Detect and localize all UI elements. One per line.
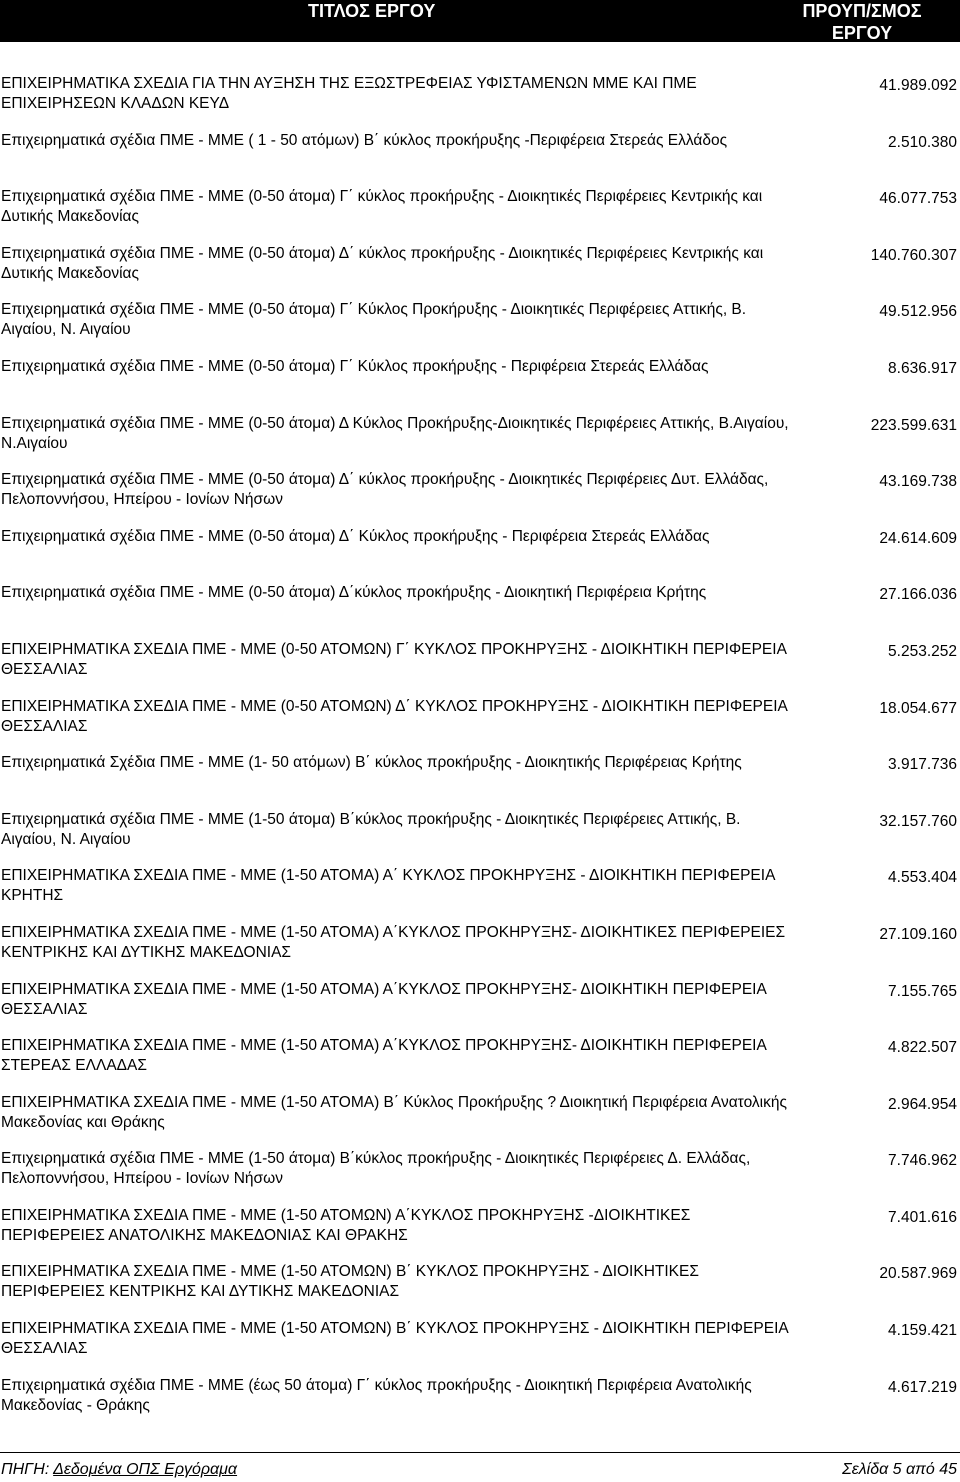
- table-row: [0, 923, 960, 980]
- project-budget: 27.166.036: [879, 586, 957, 604]
- table-row: [0, 753, 960, 810]
- project-title: ΕΠΙΧΕΙΡΗΜΑΤΙΚΑ ΣΧΕΔΙΑ ΠΜΕ - ΜΜΕ (1-50 ΑΤΟΜΩΝ) Β΄ ΚΥΚΛΟΣ ΠΡΟΚΗΡΥΞΗΣ - ΔΙΟΙΚΗΤΙΚΗ ΠΕΡΙΦΕΡΕΙΑ ΘΕΣΣΑΛΙΑΣ: [1, 1320, 788, 1358]
- project-title: ΕΠΙΧΕΙΡΗΜΑΤΙΚΑ ΣΧΕΔΙΑ ΠΜΕ - ΜΜΕ (1-50 ΑΤΟΜΑ) Α΄ΚΥΚΛΟΣ ΠΡΟΚΗΡΥΞΗΣ- ΔΙΟΙΚΗΤΙΚΗ ΠΕΡΙΦΕΡΕΙΑ ΘΕΣΣΑΛΙΑΣ: [1, 980, 766, 1018]
- page-footer: [0, 1459, 960, 1481]
- project-title: Επιχειρηματικά σχέδια ΠΜΕ - ΜΜΕ (0-50 άτομα) Γ΄ Κύκλος Προκήρυξης - Διοικητικές Περιφέρειες Αττικής, Β. Αιγαίου, Ν. Αιγαίου: [1, 301, 747, 339]
- project-budget: 20.587.969: [879, 1265, 957, 1283]
- project-budget: 4.822.507: [888, 1039, 957, 1057]
- project-title: ΕΠΙΧΕΙΡΗΜΑΤΙΚΑ ΣΧΕΔΙΑ ΠΜΕ - ΜΜΕ (1-50 ΑΤΟΜΩΝ) Β΄ ΚΥΚΛΟΣ ΠΡΟΚΗΡΥΞΗΣ - ΔΙΟΙΚΗΤΙΚΕΣ ΠΕΡΙΦΕΡΕΙΕΣ ΚΕΝΤΡΙΚΗΣ ΚΑΙ ΔΥΤΙΚΗΣ ΜΑΚΕΔΟΝΙΑΣ: [1, 1263, 699, 1301]
- table-row: [0, 1262, 960, 1319]
- table-row: [0, 583, 960, 640]
- table-row: [0, 640, 960, 697]
- source-value: Δεδομένα ΟΠΣ Εργόραμα: [53, 1461, 238, 1478]
- table-row: [0, 810, 960, 867]
- project-title: Επιχειρηματικά σχέδια ΠΜΕ - ΜΜΕ (0-50 άτομα) Δ΄ Κύκλος προκήρυξης - Περιφέρεια Στερεάς Ελλάδας: [1, 527, 710, 545]
- table-row: [0, 1206, 960, 1263]
- project-title: ΕΠΙΧΕΙΡΗΜΑΤΙΚΑ ΣΧΕΔΙΑ ΓΙΑ ΤΗΝ ΑΥΞΗΣΗ ΤΗΣ ΕΞΩΣΤΡΕΦΕΙΑΣ ΥΦΙΣΤΑΜΕΝΩΝ ΜΜΕ ΚΑΙ ΠΜΕ ΕΠΙΧΕΙΡΗΣΕΩΝ ΚΛΑΔΩΝ ΚΕΥΔ: [1, 75, 697, 112]
- table-row: [0, 470, 960, 527]
- project-budget: 46.077.753: [879, 190, 957, 208]
- project-title: ΕΠΙΧΕΙΡΗΜΑΤΙΚΑ ΣΧΕΔΙΑ ΠΜΕ - ΜΜΕ (1-50 ΑΤΟΜΑ) Α΄ΚΥΚΛΟΣ ΠΡΟΚΗΡΥΞΗΣ- ΔΙΟΙΚΗΤΙΚΕΣ ΠΕΡΙΦΕΡΕΙΕΣ ΚΕΝΤΡΙΚΗΣ ΚΑΙ ΔΥΤΙΚΗΣ ΜΑΚΕΔΟΝΙΑΣ: [1, 923, 786, 961]
- table-row: [0, 357, 960, 414]
- project-title: Επιχειρηματικά σχέδια ΠΜΕ - ΜΜΕ (0-50 άτομα) Δ Κύκλος Προκήρυξης-Διοικητικές Περιφέρειες Αττικής, Β.Αιγαίου, Ν.Αιγαίου: [1, 414, 789, 452]
- table-row: [0, 1036, 960, 1093]
- table-row: [0, 527, 960, 584]
- table-row: [0, 1149, 960, 1206]
- project-budget: 32.157.760: [879, 812, 957, 830]
- project-budget: 27.109.160: [879, 925, 957, 943]
- project-budget: 8.636.917: [888, 359, 957, 377]
- project-budget: 7.401.616: [888, 1208, 957, 1226]
- project-budget: 43.169.738: [879, 473, 957, 491]
- projects-table: [0, 74, 960, 1432]
- project-budget: 4.159.421: [888, 1322, 957, 1340]
- table-row: [0, 300, 960, 357]
- table-row: [0, 74, 960, 131]
- project-budget: 41.989.092: [879, 77, 957, 94]
- project-budget: 3.917.736: [888, 756, 957, 774]
- project-title: Επιχειρηματικά σχέδια ΠΜΕ - ΜΜΕ (0-50 άτομα) Δ΄ κύκλος προκήρυξης - Διοικητικές Περιφέρειες Κεντρικής και Δυτικής Μακεδονίας: [1, 244, 764, 282]
- project-title: Επιχειρηματικά σχέδια ΠΜΕ - ΜΜΕ (0-50 άτομα) Δ΄ κύκλος προκήρυξης - Διοικητικές Περιφέρειες Δυτ. Ελλάδας, Πελοποννήσου, Ηπείρου - Ιονίων Νήσων: [1, 471, 769, 509]
- project-budget: 4.617.219: [888, 1378, 957, 1396]
- project-budget: 7.155.765: [888, 982, 957, 1000]
- project-title: Επιχειρηματικά σχέδια ΠΜΕ - ΜΜΕ (έως 50 άτομα) Γ΄ κύκλος προκήρυξης - Διοικητική Περιφέρεια Ανατολικής Μακεδονίας - Θράκης: [1, 1376, 752, 1414]
- page-number: Σελίδα 5 από 45: [842, 1461, 957, 1478]
- project-budget: 2.964.954: [888, 1095, 957, 1113]
- table-row: [0, 866, 960, 923]
- column-header-budget-line1: ΠΡΟΥΠ/ΣΜΟΣ: [802, 1, 922, 21]
- table-row: [0, 187, 960, 244]
- project-title: Επιχειρηματικά Σχέδια ΠΜΕ - ΜΜΕ (1- 50 ατόμων) Β΄ κύκλος προκήρυξης - Διοικητικής Περιφέρειας Κρήτης: [1, 754, 742, 772]
- source-note: [1, 1459, 237, 1481]
- table-header: [0, 0, 960, 42]
- table-row: [0, 1319, 960, 1376]
- project-title: ΕΠΙΧΕΙΡΗΜΑΤΙΚΑ ΣΧΕΔΙΑ ΠΜΕ - ΜΜΕ (0-50 ΑΤΟΜΩΝ) Δ΄ ΚΥΚΛΟΣ ΠΡΟΚΗΡΥΞΗΣ - ΔΙΟΙΚΗΤΙΚΗ ΠΕΡΙΦΕΡΕΙΑ ΘΕΣΣΑΛΙΑΣ: [1, 697, 788, 735]
- project-title: ΕΠΙΧΕΙΡΗΜΑΤΙΚΑ ΣΧΕΔΙΑ ΠΜΕ - ΜΜΕ (1-50 ΑΤΟΜΑ) Β΄ Κύκλος Προκήρυξης ? Διοικητική Περιφέρεια Ανατολικής Μακεδονίας και Θράκης: [1, 1093, 787, 1131]
- project-title: ΕΠΙΧΕΙΡΗΜΑΤΙΚΑ ΣΧΕΔΙΑ ΠΜΕ - ΜΜΕ (1-50 ΑΤΟΜΑ) Α΄ΚΥΚΛΟΣ ΠΡΟΚΗΡΥΞΗΣ- ΔΙΟΙΚΗΤΙΚΗ ΠΕΡΙΦΕΡΕΙΑ ΣΤΕΡΕΑΣ ΕΛΛΑΔΑΣ: [1, 1037, 766, 1075]
- project-title: ΕΠΙΧΕΙΡΗΜΑΤΙΚΑ ΣΧΕΔΙΑ ΠΜΕ - ΜΜΕ (1-50 ΑΤΟΜΩΝ) Α΄ΚΥΚΛΟΣ ΠΡΟΚΗΡΥΞΗΣ -ΔΙΟΙΚΗΤΙΚΕΣ ΠΕΡΙΦΕΡΕΙΕΣ ΑΝΑΤΟΛΙΚΗΣ ΜΑΚΕΔΟΝΙΑΣ ΚΑΙ ΘΡΑΚΗΣ: [1, 1206, 691, 1244]
- project-budget: 223.599.631: [870, 416, 957, 434]
- project-title: Επιχειρηματικά σχέδια ΠΜΕ - ΜΜΕ (0-50 άτομα) Γ΄ κύκλος προκήρυξης - Διοικητικές Περιφέρειες Κεντρικής και Δυτικής Μακεδονίας: [1, 188, 763, 226]
- footer-divider: [0, 1452, 960, 1453]
- source-label: ΠΗΓΗ:: [1, 1461, 50, 1478]
- column-header-title: ΤΙΤΛΟΣ ΕΡΓΟΥ: [308, 1, 436, 21]
- project-title: Επιχειρηματικά σχέδια ΠΜΕ - ΜΜΕ ( 1 - 50 ατόμων) Β΄ κύκλος προκήρυξης -Περιφέρεια Στερεάς Ελλάδος: [1, 131, 728, 149]
- project-budget: 7.746.962: [888, 1152, 957, 1170]
- table-row: [0, 244, 960, 301]
- project-budget: 2.510.380: [888, 133, 957, 151]
- column-header-budget: [792, 0, 932, 44]
- project-budget: 140.760.307: [870, 246, 957, 264]
- project-budget: 18.054.677: [879, 699, 957, 717]
- project-title: ΕΠΙΧΕΙΡΗΜΑΤΙΚΑ ΣΧΕΔΙΑ ΠΜΕ - ΜΜΕ (1-50 ΑΤΟΜΑ) Α΄ ΚΥΚΛΟΣ ΠΡΟΚΗΡΥΞΗΣ - ΔΙΟΙΚΗΤΙΚΗ ΠΕΡΙΦΕΡΕΙΑ ΚΡΗΤΗΣ: [1, 867, 775, 905]
- project-title: Επιχειρηματικά σχέδια ΠΜΕ - ΜΜΕ (1-50 άτομα) Β΄κύκλος προκήρυξης - Διοικητικές Περιφέρειες Δ. Ελλάδας, Πελοποννήσου, Ηπείρου - Ιονίων Νήσων: [1, 1150, 751, 1188]
- project-title: Επιχειρηματικά σχέδια ΠΜΕ - ΜΜΕ (0-50 άτομα) Δ΄κύκλος προκήρυξης - Διοικητική Περιφέρεια Κρήτης: [1, 584, 707, 602]
- table-row: [0, 414, 960, 471]
- column-header-budget-line2: ΕΡΓΟΥ: [831, 23, 893, 43]
- table-row: [0, 1093, 960, 1150]
- table-row: [0, 980, 960, 1037]
- table-row: [0, 131, 960, 188]
- project-title: Επιχειρηματικά σχέδια ΠΜΕ - ΜΜΕ (0-50 άτομα) Γ΄ Κύκλος προκήρυξης - Περιφέρεια Στερεάς Ελλάδας: [1, 357, 709, 375]
- project-budget: 4.553.404: [888, 869, 957, 887]
- project-budget: 24.614.609: [879, 529, 957, 547]
- project-title: ΕΠΙΧΕΙΡΗΜΑΤΙΚΑ ΣΧΕΔΙΑ ΠΜΕ - ΜΜΕ (0-50 ΑΤΟΜΩΝ) Γ΄ ΚΥΚΛΟΣ ΠΡΟΚΗΡΥΞΗΣ - ΔΙΟΙΚΗΤΙΚΗ ΠΕΡΙΦΕΡΕΙΑ ΘΕΣΣΑΛΙΑΣ: [1, 640, 787, 678]
- table-row: [0, 1376, 960, 1433]
- table-row: [0, 697, 960, 754]
- project-budget: 5.253.252: [888, 642, 957, 660]
- project-budget: 49.512.956: [879, 303, 957, 321]
- project-title: Επιχειρηματικά σχέδια ΠΜΕ - ΜΜΕ (1-50 άτομα) Β΄κύκλος προκήρυξης - Διοικητικές Περιφέρειες Αττικής, Β. Αιγαίου, Ν. Αιγαίου: [1, 810, 741, 848]
